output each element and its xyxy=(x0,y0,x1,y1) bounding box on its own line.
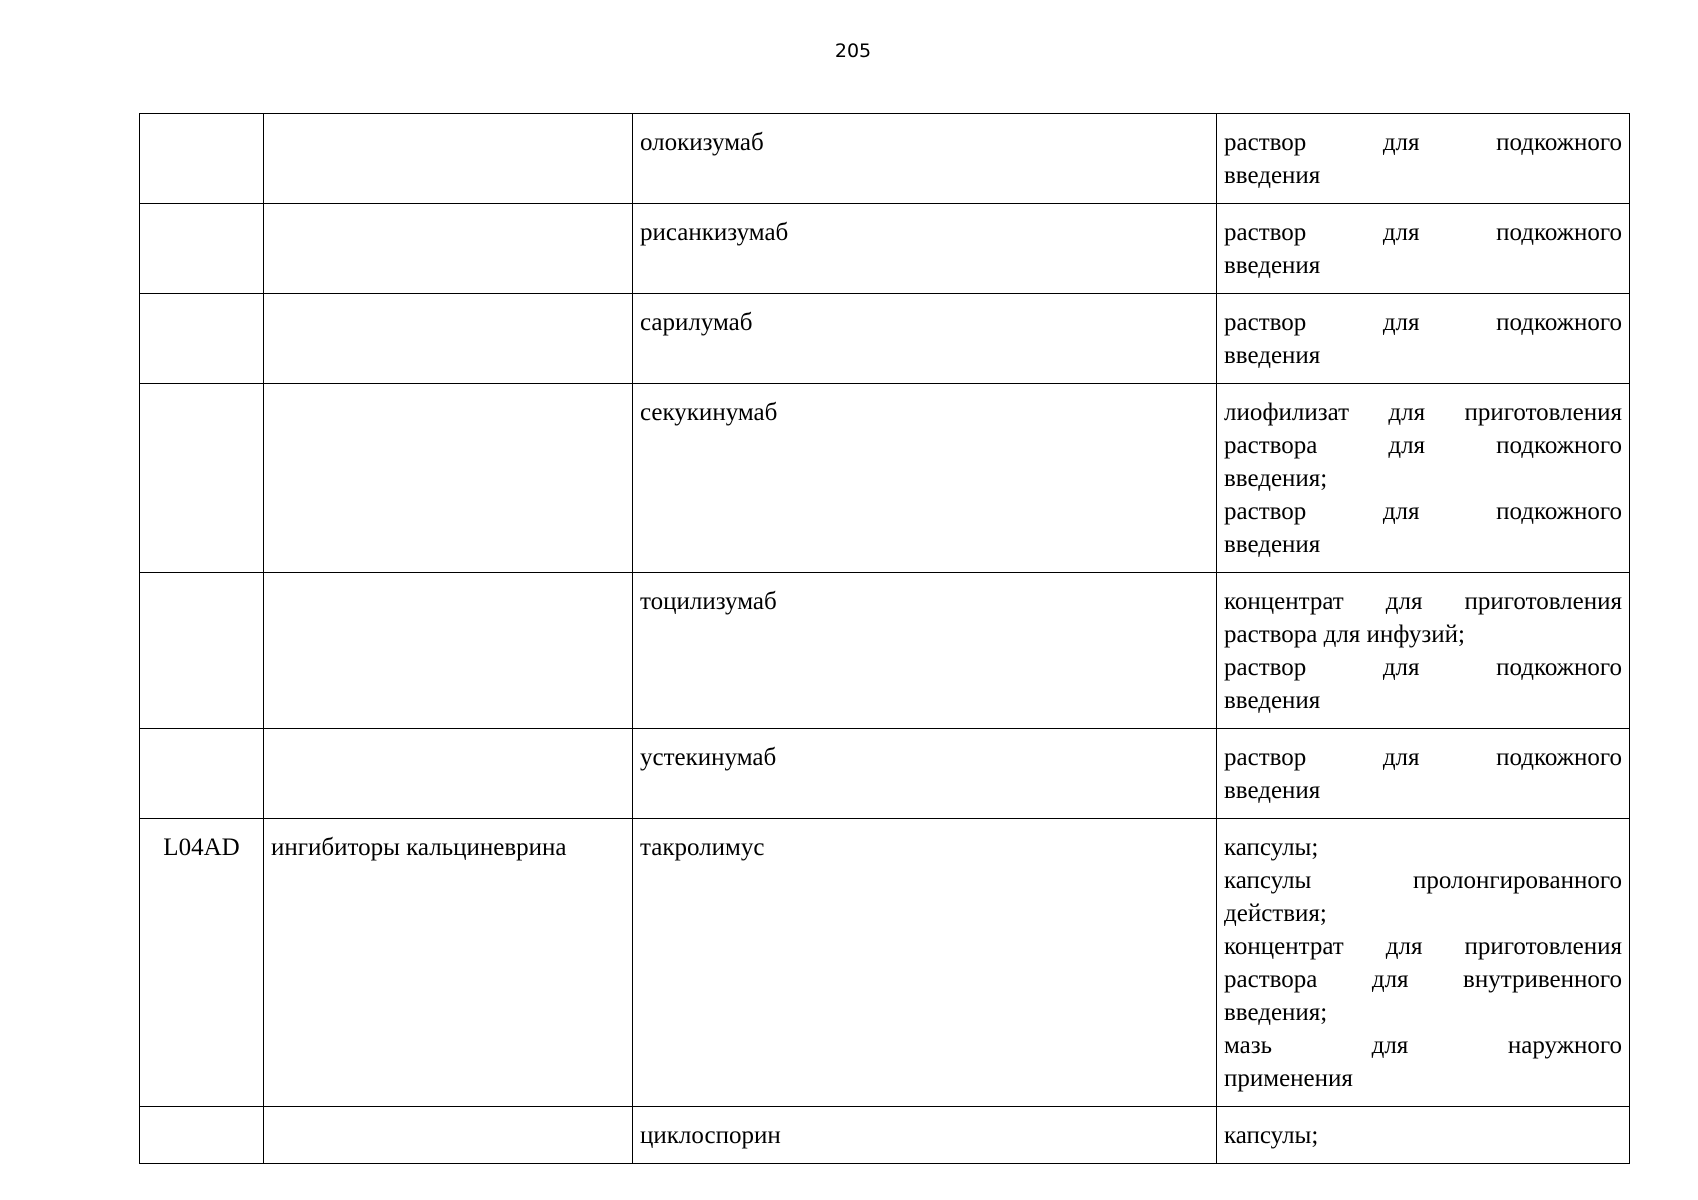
atc-code-cell xyxy=(140,729,264,819)
dosage-form-line: введения xyxy=(1224,531,1321,558)
group-name-cell xyxy=(264,114,633,204)
group-name-cell xyxy=(264,384,633,573)
drug-name-cell: секукинумаб xyxy=(633,384,1217,573)
dosage-form-cell xyxy=(1217,729,1630,819)
atc-code-cell: L04AD xyxy=(140,819,264,1107)
dosage-form-line: введения; xyxy=(1224,465,1328,492)
table-row xyxy=(140,114,1630,204)
drug-name-cell: рисанкизумаб xyxy=(633,204,1217,294)
group-name-cell xyxy=(264,573,633,729)
atc-code-cell xyxy=(140,384,264,573)
table-row xyxy=(140,729,1630,819)
dosage-form-line: введения xyxy=(1224,777,1321,804)
drug-name-cell: сарилумаб xyxy=(633,294,1217,384)
dosage-form-cell xyxy=(1217,114,1630,204)
dosage-form-cell xyxy=(1217,384,1630,573)
dosage-form-line: раствор для подкожного xyxy=(1224,219,1622,246)
dosage-form-line: введения xyxy=(1224,687,1321,714)
dosage-form-line: введения xyxy=(1224,252,1321,279)
dosage-form-cell xyxy=(1217,819,1630,1107)
group-name-cell xyxy=(264,294,633,384)
atc-code-cell xyxy=(140,294,264,384)
table-row xyxy=(140,1107,1630,1164)
dosage-form-line: раствор для подкожного xyxy=(1224,498,1622,525)
dosage-form-line: лиофилизат для приготовления xyxy=(1224,399,1622,426)
atc-code-cell xyxy=(140,573,264,729)
table-row xyxy=(140,573,1630,729)
dosage-form-line: раствора для подкожного xyxy=(1224,432,1622,459)
dosage-form-line: раствор для подкожного xyxy=(1224,654,1622,681)
dosage-form-cell xyxy=(1217,204,1630,294)
table-body xyxy=(140,114,1630,1164)
group-name-cell xyxy=(264,729,633,819)
dosage-form-cell xyxy=(1217,573,1630,729)
drug-name-cell: такролимус xyxy=(633,819,1217,1107)
dosage-form-line: введения xyxy=(1224,162,1321,189)
dosage-form-line: концентрат для приготовления xyxy=(1224,933,1622,960)
dosage-form-line: мазь для наружного xyxy=(1224,1032,1622,1059)
dosage-form-line: введения; xyxy=(1224,999,1328,1026)
dosage-form-line: раствор для подкожного xyxy=(1224,744,1622,771)
atc-code-cell xyxy=(140,204,264,294)
dosage-form-line: применения xyxy=(1224,1065,1353,1092)
dosage-form-cell xyxy=(1217,294,1630,384)
atc-code-cell xyxy=(140,114,264,204)
group-name-cell xyxy=(264,204,633,294)
table-row xyxy=(140,294,1630,384)
dosage-form-line: действия; xyxy=(1224,900,1327,927)
dosage-form-cell xyxy=(1217,1107,1630,1164)
table-row xyxy=(140,384,1630,573)
drug-name-cell: олокизумаб xyxy=(633,114,1217,204)
dosage-form-line: раствор для подкожного xyxy=(1224,309,1622,336)
drug-table xyxy=(139,113,1630,1164)
dosage-form-line: концентрат для приготовления xyxy=(1224,588,1622,615)
dosage-form-line: раствор для подкожного xyxy=(1224,129,1622,156)
dosage-form-line: капсулы пролонгированного xyxy=(1224,867,1622,894)
atc-code-cell xyxy=(140,1107,264,1164)
dosage-form-line: раствора для инфузий; xyxy=(1224,621,1465,648)
group-name-cell xyxy=(264,1107,633,1164)
dosage-form-line: введения xyxy=(1224,342,1321,369)
page-number: 205 xyxy=(834,40,872,62)
drug-name-cell: устекинумаб xyxy=(633,729,1217,819)
drug-name-cell: тоцилизумаб xyxy=(633,573,1217,729)
table-row xyxy=(140,819,1630,1107)
dosage-form-line: раствора для внутривенного xyxy=(1224,966,1622,993)
dosage-form-line: капсулы; xyxy=(1224,834,1319,861)
dosage-form-line: капсулы; xyxy=(1224,1122,1319,1149)
drug-name-cell: циклоспорин xyxy=(633,1107,1217,1164)
group-name-cell: ингибиторы кальциневрина xyxy=(264,819,633,1107)
table-row xyxy=(140,204,1630,294)
